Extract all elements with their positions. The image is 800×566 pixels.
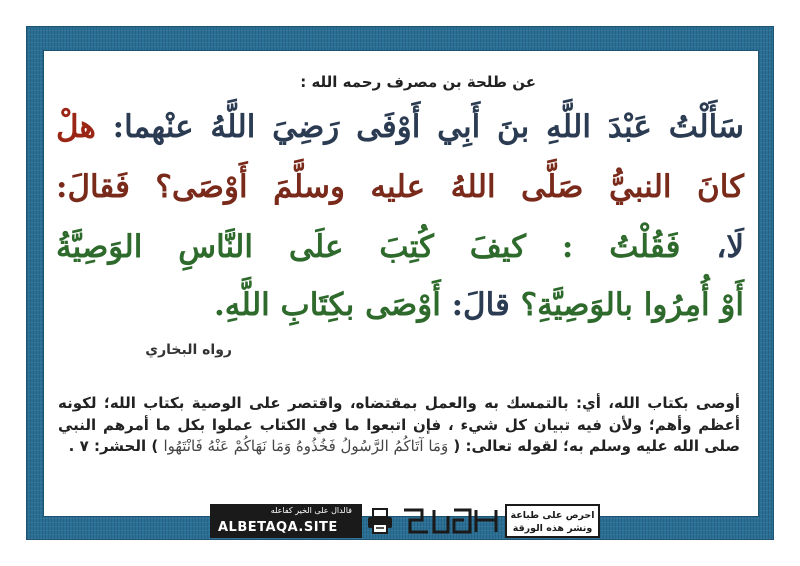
print-note	[505, 504, 600, 538]
print-note-line-1: احرص على طباعة	[510, 510, 595, 521]
site-box[interactable]	[210, 504, 362, 538]
card-content	[48, 55, 752, 510]
logo	[400, 504, 500, 538]
print-note-line-2: ونشر هذه الورقة	[512, 523, 593, 534]
quran-verse: وَمَا آتَاكُمُ الرَّسُولُ فَخُذُوهُ وَمَا نَهَاكُمْ عَنْهُ فَانْتَهُوا	[163, 437, 449, 455]
explanation-paragraph	[58, 393, 740, 458]
hadith-line-3-text: فَقُلْتُ : كيفَ كُتِبَ علَى النَّاسِ الوَصِيَّةُ	[56, 229, 681, 265]
hadith-line-1-question: هلْ	[56, 109, 96, 145]
hadith-line-2: كانَ النبيُّ صَلَّى اللهُ عليه وسلَّمَ أَوْصَى؟ فَقالَ:	[56, 169, 744, 205]
explanation-text: أوصى بكتاب الله، أي: بالتمسك به والعمل بمقتضاه، واقتصر على الوصية بكتاب الله؛ لكونه أعظم وأهم؛ ولأن فيه تبيان كل شيء ، فإن اتبعوا ما في الكتاب عملوا بكل ما أمرهم النبي صلى الله عليه وسلم به؛ لقوله تعالى: (	[58, 394, 740, 455]
hadith-source: رواه البخاري	[145, 342, 232, 358]
hadith-line-4	[56, 287, 744, 323]
narrator-line: عن طلحة بن مصرف رحمه الله :	[300, 73, 536, 91]
site-tagline: فالدال على الخير كفاعله	[270, 506, 352, 515]
hadith-line-1	[56, 109, 744, 145]
verse-reference: ) الحشر: ٧ .	[68, 437, 159, 455]
hadith-line-4-said: قالَ:	[451, 287, 510, 323]
hadith-line-4-answer: أَوْصَى بكِتَابِ اللَّهِ.	[214, 287, 441, 323]
footer-bar	[210, 504, 600, 540]
hadith-line-1-text: سَأَلْتُ عَبْدَ اللَّهِ بنَ أَبِي أَوْفَى رَضِيَ اللَّهُ عنْهما:	[112, 109, 745, 145]
hadith-line-3-answer: لَا،	[716, 229, 745, 265]
printer-icon[interactable]	[367, 507, 393, 535]
hadith-line-3	[56, 229, 744, 265]
hadith-line-4-question: أَوْ أُمِرُوا بالوَصِيَّةِ؟	[520, 287, 744, 323]
site-url[interactable]: ALBETAQA.SITE	[218, 520, 338, 535]
